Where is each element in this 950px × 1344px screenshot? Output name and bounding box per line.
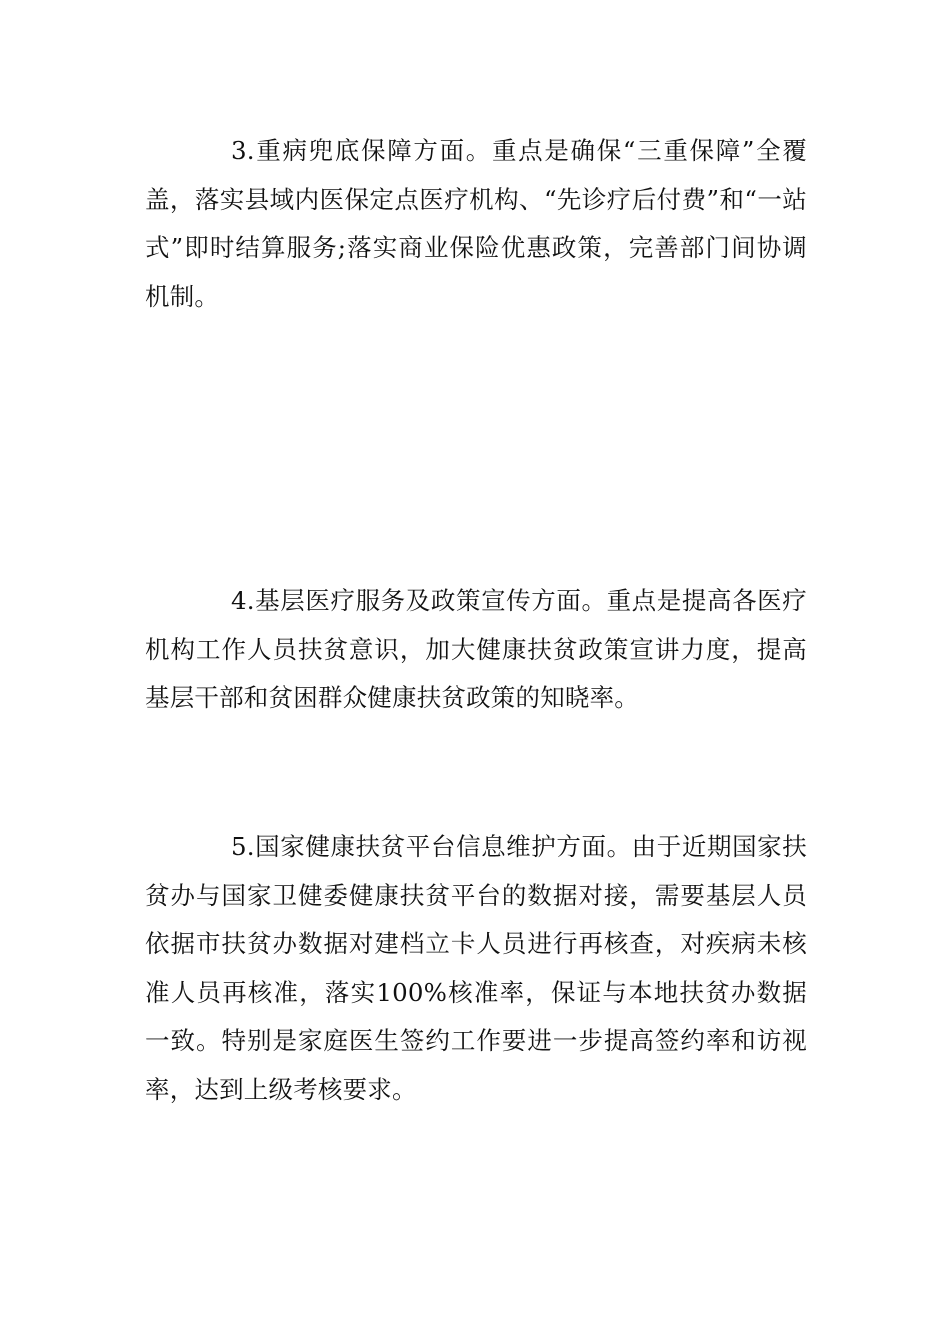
paragraph-platform-info-maintenance: 5.国家健康扶贫平台信息维护方面。由于近期国家扶贫办与国家卫健委健康扶贫平台的数据对接，需要基层人员依据市扶贫办数据对建档立卡人员进行再核查，对疾病未核准人员再核准，落实100%核准率，保证与本地扶贫办数据一致。特别是家庭医生签约工作要进一步提高签约率和访视率，达到上级考核要求。 — [145, 832, 807, 1104]
paragraph-grassroots-medical-service: 4.基层医疗服务及政策宣传方面。重点是提高各医疗机构工作人员扶贫意识，加大健康扶贫政策宣讲力度，提高基层干部和贫困群众健康扶贫政策的知晓率。 — [145, 586, 807, 712]
paragraph-severe-illness-coverage: 3.重病兜底保障方面。重点是确保“三重保障”全覆盖，落实县域内医保定点医疗机构、“先诊疗后付费”和“一站式”即时结算服务;落实商业保险优惠政策，完善部门间协调机制。 — [145, 136, 807, 311]
